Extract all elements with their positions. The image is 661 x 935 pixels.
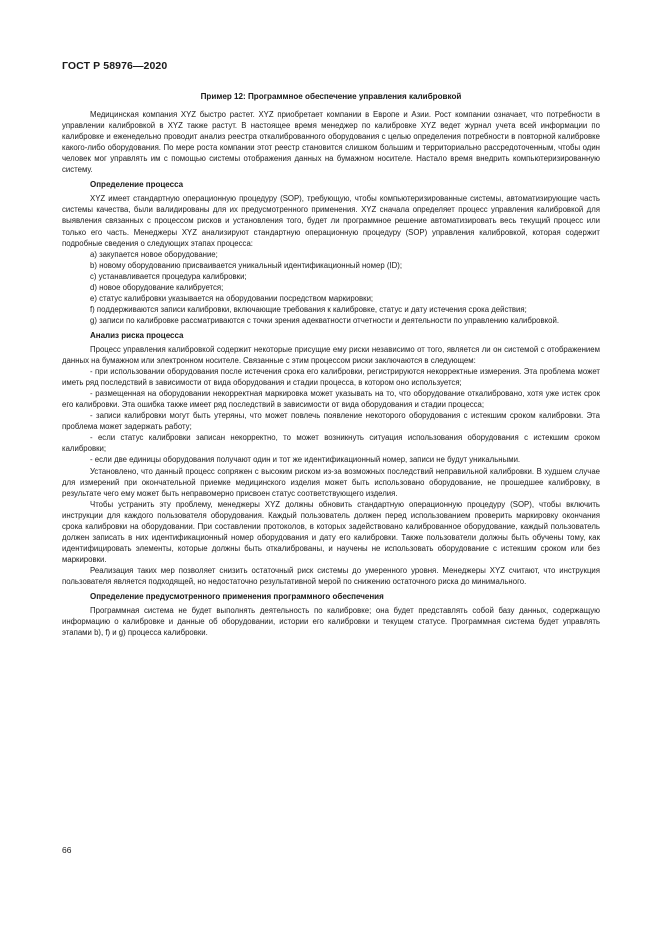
list-item: - размещенная на оборудовании некорректная маркировка может указывать на то, что оборудование откалибровано, хотя уже истек срок его калибровки. Эта ошибка также имеет ряд последствий в зависимости от вида оборудования и стадии процесса; [62,389,600,410]
paragraph: Установлено, что данный процесс сопряжен с высоким риском из-за возможных последствий неправильной калибровки. В худшем случае для измерений при окончательной приемке медицинского изделия может быть использовано оборудование, не прошедшее калибровку, в результате чего ему может быть неправомерно присвоен статус соответствующего изделия. [62,466,600,498]
list-item: f) поддерживаются записи калибровки, включающие требования к калибровке, статус и дату истечения срока действия; [90,304,527,314]
page-content [62,91,600,638]
list-item: - если статус калибровки записан некорректно, то может возникнуть ситуация использования оборудования с истекшим сроком калибровки; [62,433,600,454]
section-title-intended-use: Определение предусмотренного применения программного обеспечения [90,592,384,602]
section-title-risk-analysis: Анализ риска процесса [90,330,184,340]
list-item: - при использовании оборудования после истечения срока его калибровки, регистрируются некорректные измерения. Эта проблема может иметь ряд последствий в зависимости от вида оборудования и стадии процесса, в котором оно используется; [62,367,600,388]
list-item: e) статус калибровки указывается на оборудовании посредством маркировки; [90,293,374,303]
list-item: а) закупается новое оборудование; [90,249,218,259]
list-item: - если две единицы оборудования получают один и тот же идентификационный номер, записи не будут уникальными. [90,455,521,465]
intro-paragraph: Медицинская компания XYZ быстро растет. XYZ приобретает компании в Европе и Азии. Рост компании означает, что потребности в управлении калибровкой в XYZ также растут. В настоящее время менеджер по калибровке XYZ ведет журнал учета всей информации по калибровке и еженедельно проводит анализ реестра откалиброванного оборудования с целью определения потребности в повторной калибровке какого-либо оборудования. По мере роста компании этот реестр становится слишком большим и территориально рассредоточенным, чтобы один человек мог управлять им с помощью системы отображения данных на бумажном носителе. Настало время внедрить компьютеризированную систему. [62,110,600,175]
paragraph: Программная система не будет выполнять деятельность по калибровке; она будет представлять собой базу данных, содержащую информацию о калибровке и данные об оборудовании, истории его калибровки и текущем статусе. Программная система будет управлять этапами b), f) и g) процесса калибровки. [62,606,600,638]
list-item: b) новому оборудованию присваивается уникальный идентификационный номер (ID); [90,260,402,270]
paragraph: Реализация таких мер позволяет снизить остаточный риск системы до умеренного уровня. Менеджеры XYZ считают, что инструкция пользователя является подходящей, но недостаточно результативной мерой по снижению остаточного риска до минимального. [62,565,600,586]
list-item: - записи калибровки могут быть утеряны, что может повлечь появление некоторого оборудования с истекшим сроком калибровки. Эта проблема может задержать работу; [62,411,600,432]
section-title-process-definition: Определение процесса [90,180,184,190]
paragraph: Процесс управления калибровкой содержит некоторые присущие ему риски независимо от того, является ли он системой с отображением данных на бумажном или электронном носителе. Связанные с этим процессом риски заключаются в следующем: [62,344,600,366]
paragraph: Чтобы устранить эту проблему, менеджеры XYZ должны обновить стандартную операционную процедуру (SOP), чтобы включить инструкции для каждого пользователя оборудования. Каждый пользователь должен перед использованием проверить маркировку окончания срока калибровки на оборудовании. При составлении протоколов, в которых задействовано калиброванное оборудование, каждый пользователь должен записать в них идентификационный номер оборудования и дату его калибровки. Также пользователи должны быть обучены тому, как идентифицировать элементы, которые должны быть откалиброваны, и научены не использовать оборудование с истекшим сроком или без маркировки. [62,499,600,564]
page-number: 66 [62,845,72,855]
document-header: ГОСТ Р 58976—2020 [62,60,168,72]
list-item: d) новое оборудование калибруется; [90,282,224,292]
paragraph: XYZ имеет стандартную операционную процедуру (SOP), требующую, чтобы компьютеризированные системы, автоматизирующие часть системы качества, были валидированы для их предусмотренного применения. XYZ сначала определяет процесс управления калибровкой для выявления связанных с процессом рисков и установления того, будет ли программное решение автоматизировать весь текущий процесс или только его часть. Менеджеры XYZ анализируют стандартную операционную процедуру (SOP) управления калибровкой, которая содержит подробные сведения о следующих этапах процесса: [62,194,600,248]
list-item: g) записи по калибровке рассматриваются с точки зрения адекватности отчетности и деятельности по управлению калибровкой. [90,315,560,325]
list-item: c) устанавливается процедура калибровки; [90,271,247,281]
example-title: Пример 12: Программное обеспечение управления калибровкой [200,92,462,101]
